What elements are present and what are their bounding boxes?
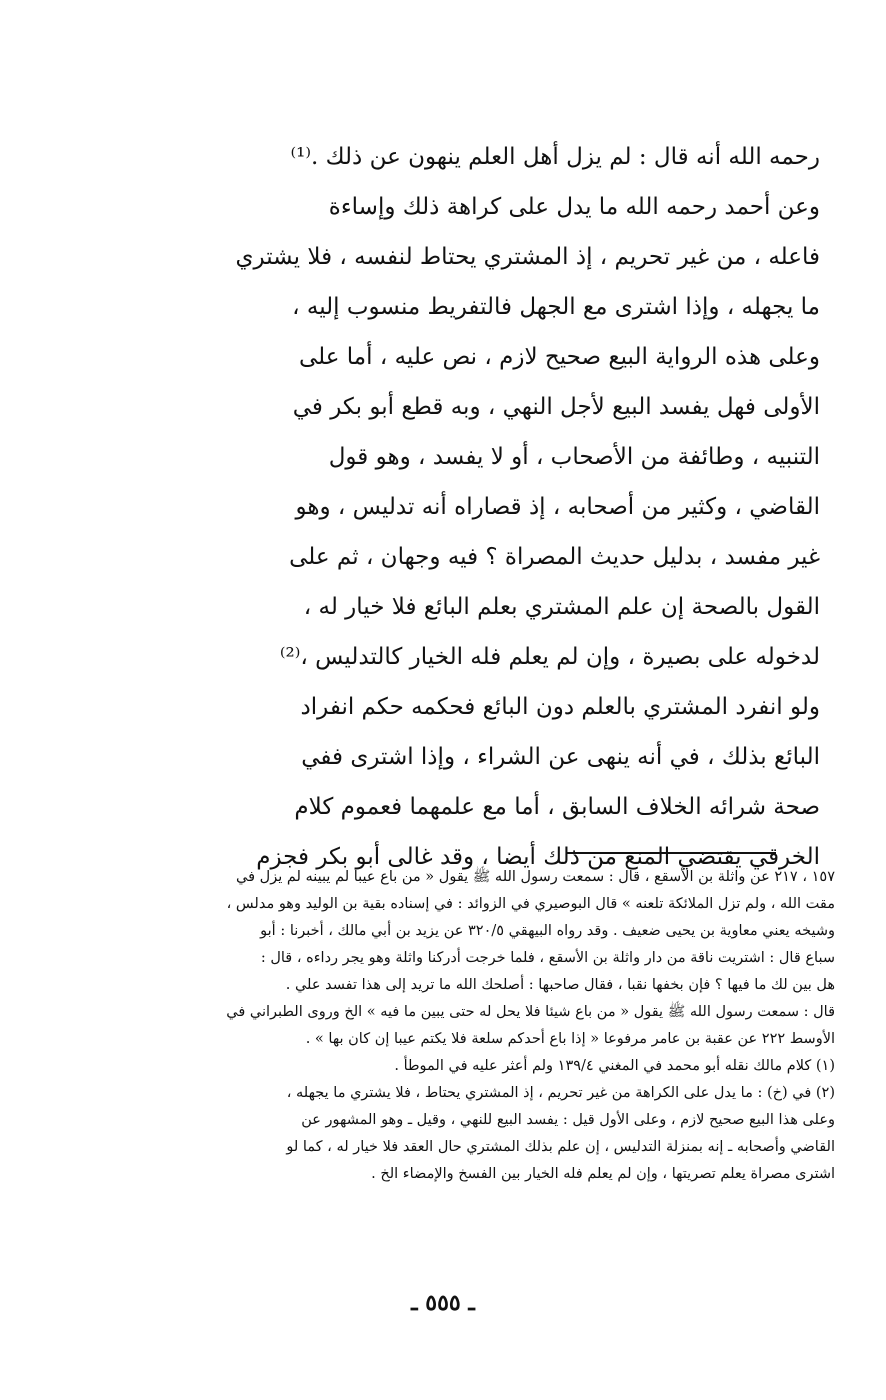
main-text-line: ما يجهله ، وإذا اشترى مع الجهل فالتفريط منسوب إليه ،: [292, 294, 820, 320]
footnote-line: وشيخه يعني معاوية بن يحيى ضعيف . وقد رواه البيهقي ٣٢٠/٥ عن يزيد بن أبي مالك ، أخبرنا : أبو: [260, 923, 835, 939]
main-text-line: ولو انفرد المشتري بالعلم دون البائع فحكمه حكم انفراد: [300, 694, 820, 720]
main-text-line: القول بالصحة إن علم المشتري بعلم البائع فلا خيار له ،: [303, 594, 820, 620]
page-number: ـ ٥٥٥ ـ: [411, 1290, 475, 1316]
main-text-line: غير مفسد ، بدليل حديث المصراة ؟ فيه وجهان ، ثم على: [289, 544, 820, 570]
footnote-line: هل بين لك ما فيها ؟ فإن بخفها نقبا ، فقال صاحبها : أصلحك الله ما تريد إلى هذا تفسد علي .: [285, 977, 835, 993]
main-text-line: فاعله ، من غير تحريم ، إذ المشتري يحتاط لنفسه ، فلا يشتري: [235, 244, 820, 270]
footnote-line: (٢) في (خ) : ما يدل على الكراهة من غير تحريم ، إذ المشتري يحتاط ، فلا يشتري ما يجهله ،: [286, 1085, 835, 1101]
footnote-line: الأوسط ٢٢٢ عن عقبة بن عامر مرفوعا « إذا باع أحدكم سلعة فلا يكتم عيبا إن كان بها » .: [305, 1031, 835, 1047]
footnote-line: قال : سمعت رسول الله ﷺ يقول « من باع شيئا فلا يحل له حتى يبين ما فيه » الخ وروى الطبراني في: [226, 1004, 835, 1020]
main-text-line: رحمه الله أنه قال : لم يزل أهل العلم ينهون عن ذلك .⁽¹⁾: [290, 144, 820, 170]
footnote-line: اشترى مصراة يعلم تصريتها ، وإن لم يعلم فله الخيار بين الفسخ والإمضاء الخ .: [371, 1166, 835, 1182]
footnote-separator: [566, 852, 776, 854]
main-text-line: البائع بذلك ، في أنه ينهى عن الشراء ، وإذا اشترى ففي: [301, 744, 820, 770]
main-text-line: التنبيه ، وطائفة من الأصحاب ، أو لا يفسد ، وهو قول: [328, 444, 820, 470]
main-text-line: وعلى هذه الرواية البيع صحيح لازم ، نص عليه ، أما على: [298, 344, 820, 370]
footnotes-block: [110, 864, 835, 1188]
main-text-line: صحة شرائه الخلاف السابق ، أما مع علمهما فعموم كلام: [294, 794, 820, 820]
main-text-line: الأولى فهل يفسد البيع لأجل النهي ، وبه قطع أبو بكر في: [292, 394, 820, 420]
footnote-line: مقت الله ، ولم تزل الملائكة تلعنه » قال البوصيري في الزوائد : في إسناده بقية بن الوليد وهو مدلس ،: [226, 896, 835, 912]
footnote-line: سباع قال : اشتريت ناقة من دار واثلة بن الأسقع ، فلما خرجت أدركنا واثلة وهو يجر رداءه ، قال :: [260, 950, 835, 966]
footnote-line: القاضي وأصحابه ـ إنه بمنزلة التدليس ، إن علم بذلك المشتري حال العقد فلا خيار له ، كما لو: [286, 1139, 835, 1155]
footnote-line: ١٥٧ ، ٢١٧ عن واثلة بن الأسقع ، قال : سمعت رسول الله ﷺ يقول « من باع عيبا لم يبينه لم يزل في: [236, 869, 835, 885]
main-text-line: القاضي ، وكثير من أصحابه ، إذ قصاراه أنه تدليس ، وهو: [295, 494, 820, 520]
footnote-line: وعلى هذا البيع صحيح لازم ، وعلى الأول قيل : يفسد البيع للنهي ، وقيل ـ وهو المشهور عن: [301, 1112, 835, 1128]
main-text-line: الخرقي يقتضي المنع من ذلك أيضا ، وقد غالى أبو بكر فجزم: [256, 844, 820, 870]
footnote-line: (١) كلام مالك نقله أبو محمد في المغني ١٣٩/٤ ولم أعثر عليه في الموطأ .: [394, 1058, 835, 1074]
main-text-line: لدخوله على بصيرة ، وإن لم يعلم فله الخيار كالتدليس ،⁽²⁾: [279, 644, 820, 670]
main-text-block: [120, 132, 820, 882]
main-text-line: وعن أحمد رحمه الله ما يدل على كراهة ذلك وإساءة: [328, 194, 820, 220]
